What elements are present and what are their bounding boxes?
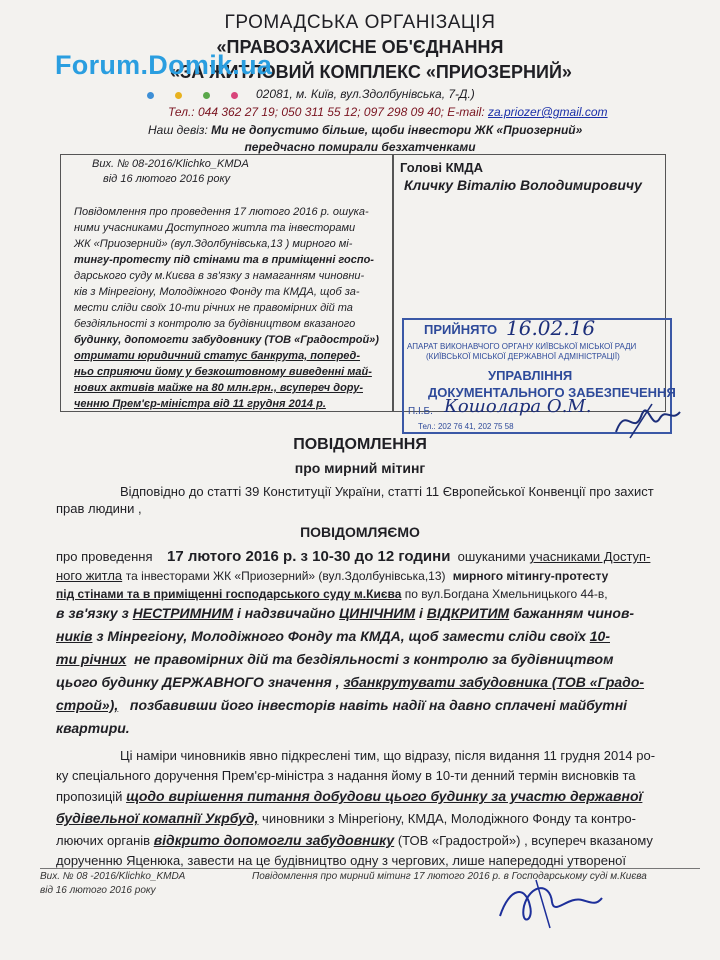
stamp-org-line1: АПАРАТ ВИКОНАВЧОГО ОРГАНУ КИЇВСЬКОЇ МІСЬКОЇ РАДИ xyxy=(407,342,637,351)
p1-text: НЕСТРИМНИМ xyxy=(132,605,234,621)
subject-line: нових активів майже на 80 млн.грн., всупереч дору- xyxy=(74,382,363,394)
stamp-dept-line1: УПРАВЛІННЯ xyxy=(488,368,573,383)
motto-line2: передчасно помирали безхатченками xyxy=(244,140,476,154)
motto-label: Наш девіз: xyxy=(148,123,208,137)
stamp-pib-label: П.І.Б. xyxy=(408,406,433,417)
p2-text: чиновники з Мінрегіону, КМДА, Молодіжного Фонду та контро- xyxy=(262,811,636,826)
contacts-email[interactable]: za.priozer@gmail.com xyxy=(488,105,608,119)
intro-line2: прав людини , xyxy=(56,501,142,516)
p1-text: 10- xyxy=(589,628,610,644)
notice-declare: ПОВІДОМЛЯЄМО xyxy=(300,524,420,540)
subject-line: бездіяльності з контролю за будівництвом вказаного xyxy=(74,318,356,330)
addressee-name: Кличку Віталію Володимировичу xyxy=(404,177,642,193)
motto-text: Ми не допустимо більше, щоби інвестори ЖК «Приозерний» xyxy=(211,123,583,137)
p1-line8 xyxy=(56,697,627,713)
p2-text: щодо вирішення питання добудови цього будинку за участю державної xyxy=(126,788,643,804)
p1-text: бажанням чинов- xyxy=(513,605,635,621)
p1-text: з Мінрегіону, Молодіжного Фонду та КМДА, щоб замести сліди своїх xyxy=(96,628,586,644)
footer-date: від 16 лютого 2016 року xyxy=(40,885,156,896)
p2-line6: дорученню Яценюка, завести на це будівництво одну з чергових, лише напередодні утвореної xyxy=(56,853,627,868)
org-contacts xyxy=(168,105,608,119)
stamp-org-line2: (КИЇВСЬКОЇ МІСЬКОЇ ДЕРЖАВНОЇ АДМІНІСТРАЦІЇ) xyxy=(426,352,620,361)
motto xyxy=(148,123,582,137)
p1-text: цього будинку ДЕРЖАВНОГО значення , xyxy=(56,674,340,690)
subject-line: Повідомлення про проведення 17 лютого 2016 р. ошука- xyxy=(74,206,369,218)
p1-line7 xyxy=(56,674,644,690)
p1-line9: квартири. xyxy=(56,720,130,736)
p1-text: ного житла xyxy=(56,568,123,583)
stamp-received-label: ПРИЙНЯТО xyxy=(424,322,498,337)
p1-datetime: 17 лютого 2016 р. з 10-30 до 12 години xyxy=(166,548,451,565)
notice-title: ПОВІДОМЛЕННЯ xyxy=(293,436,427,453)
p2-text: будівельної комапнії Укрбуд, xyxy=(56,810,259,826)
subject-line: ків з Мінрегіону, Молодіжного Фонду та КМДА, щоб за- xyxy=(74,286,360,298)
footer-ref: Вих. № 08 -2016/Klichko_KMDA xyxy=(40,871,186,882)
logo-dot-yellow xyxy=(175,92,182,99)
p1-text: ЦИНІЧНИМ xyxy=(339,605,416,621)
org-name-line3: «ЗА ЖИТЛОВИЙ КОМПЛЕКС «ПРИОЗЕРНИЙ» xyxy=(170,62,572,82)
p1-text: збанкрутувати забудовника (ТОВ «Градо- xyxy=(343,674,645,690)
subject-line: отримати юридичний статус банкрута, поперед- xyxy=(74,350,361,362)
p1-text: по вул.Богдана Хмельницького 44-в, xyxy=(404,587,608,601)
watermark: Forum.Domik.ua xyxy=(55,50,273,80)
p1-text: ників xyxy=(56,628,93,644)
ref-number: Вих. № 08-2016/Klichko_KMDA xyxy=(92,158,249,170)
contacts-phones: Тел.: 044 362 27 19; 050 311 55 12; 097 298 09 40; E-mail: xyxy=(168,105,485,119)
p2-text: (ТОВ «Градострой») , всупереч вказаному xyxy=(397,833,653,848)
p1-text: ВІДКРИТИМ xyxy=(426,605,510,621)
p2-line1: Ці наміри чиновників явно підкреслені тим, що відразу, після видання 11 грудня 2014 ро- xyxy=(120,748,656,763)
p1-line5 xyxy=(56,628,610,644)
p2-text: пропозицій xyxy=(56,789,123,804)
author-signature xyxy=(490,876,610,936)
org-address: 02081, м. Київ, вул.Здолбунівська, 7-Д.) xyxy=(256,87,475,101)
intro-line1: Відповідно до статті 39 Конституції України, статті 11 Європейської Конвенції про захист xyxy=(120,484,654,499)
p1-line3 xyxy=(56,587,608,601)
p1-line1 xyxy=(56,548,650,565)
p2-line2: ку спеціального доручення Прем'єр-міністра з надання йому в 10-ти денний термін висновків та xyxy=(56,768,636,783)
stamp-received-date: 16.02.16 xyxy=(506,316,596,340)
p1-text: під стінами та в приміщенні господарського суду м.Києва xyxy=(56,587,402,601)
logo-dot-blue xyxy=(147,92,154,99)
footer-divider xyxy=(40,868,700,869)
stamp-dept-line2: ДОКУМЕНТАЛЬНОГО ЗАБЕЗПЕЧЕННЯ xyxy=(428,385,676,400)
logo-dot-green xyxy=(203,92,210,99)
p1-text: і xyxy=(419,605,423,621)
p1-text: і надзвичайно xyxy=(237,605,336,621)
subject-line: мести сліди своїх 10-ти річних не правомірних дій та xyxy=(74,302,353,314)
p1-text: та інвесторами ЖК «Приозерний» (вул.Здолбунівська,13) xyxy=(125,569,446,583)
org-name-line1: ГРОМАДСЬКА ОРГАНІЗАЦІЯ xyxy=(224,12,496,33)
subject-line: ньо сприяючи йому у безкоштовному виведенні май- xyxy=(74,366,372,378)
p1-text: строй»), xyxy=(56,697,119,713)
logo-dot-pink xyxy=(231,92,238,99)
p1-text: ти річних xyxy=(56,651,127,667)
stamp-pib-value: Кошолара О.М. xyxy=(444,396,592,417)
stamp-phone: Тел.: 202 76 41, 202 75 58 xyxy=(418,422,514,431)
p2-line4 xyxy=(56,810,636,826)
subject-line: ними учасниками Доступного житла та інвесторами xyxy=(74,222,356,234)
subject-line: ченню Прем'єр-міністра від 11 грудня 2014 р. xyxy=(74,398,326,410)
ref-date: від 16 лютого 2016 року xyxy=(103,173,231,185)
addressee-title: Голові КМДА xyxy=(400,160,483,175)
p2-line5 xyxy=(56,832,653,848)
p1-text: ошуканими xyxy=(457,549,526,564)
p1-line6 xyxy=(56,651,613,667)
subject-line: ЖК «Приозерний» (вул.Здолбунівська,13 ) мирного мі- xyxy=(74,238,353,250)
p1-line2 xyxy=(56,568,608,583)
p1-text: в зв'язку з xyxy=(56,605,129,621)
p2-line3 xyxy=(56,788,642,804)
p1-line4 xyxy=(56,605,634,621)
subject-line: дарського суду м.Києва в зв'язку з намаганням чиновни- xyxy=(74,270,365,282)
p2-text: люючих органів xyxy=(56,833,151,848)
p1-text: позбавивши його інвесторів навіть надії на давно сплачені майбутні xyxy=(129,697,628,713)
subject-line: тингу-протесту під стінами та в приміщенні госпо- xyxy=(74,254,374,266)
org-name-line2: «ПРАВОЗАХИСНЕ ОБ'ЄДНАННЯ xyxy=(216,37,504,57)
notice-subtitle: про мирний мітинг xyxy=(294,460,426,476)
p1-text: мирного мітингу-протесту xyxy=(452,569,609,583)
p1-text: про проведення xyxy=(56,549,153,564)
p1-text: не правомірних дій та бездіяльності з контролю за будівництвом xyxy=(134,651,614,667)
subject-line: будинку, допомогти забудовнику (ТОВ «Градострой») xyxy=(74,334,379,346)
footer-title: Повідомлення про мирний мітинг 17 лютого 2016 р. в Господарському суді м.Києва xyxy=(252,871,647,882)
p2-text: відкрито допомогли забудовнику xyxy=(153,832,395,848)
p1-text: учасниками Доступ- xyxy=(529,549,651,564)
